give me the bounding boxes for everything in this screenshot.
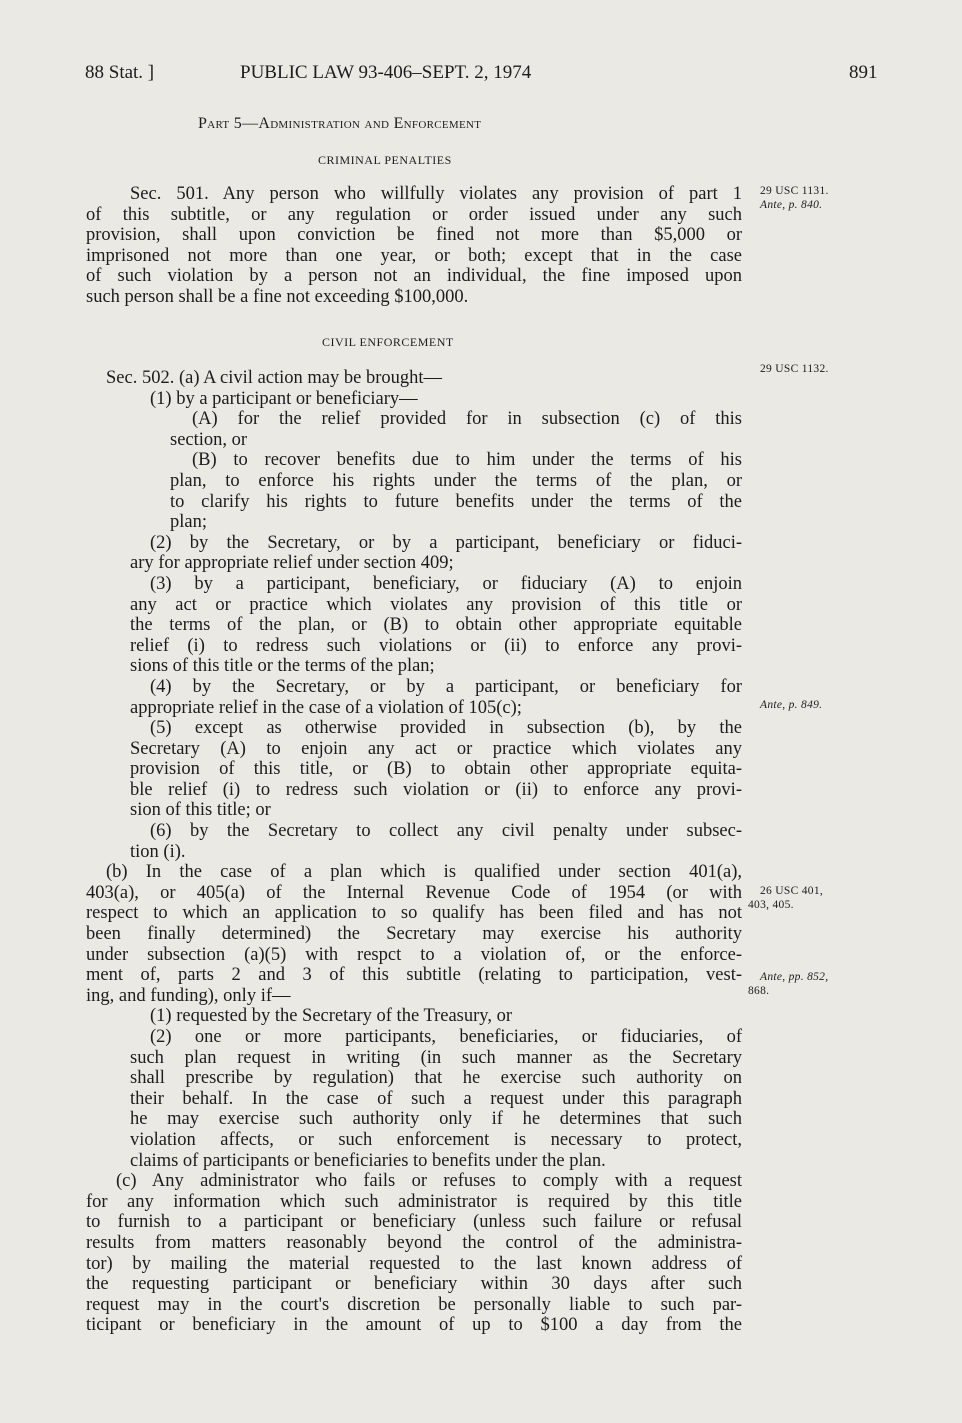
text-line: under subsection (a)(5) with respct to a violation of, or the enforce- — [86, 944, 742, 965]
text-line: 403(a), or 405(a) of the Internal Revenue Code of 1954 (or with — [86, 882, 742, 903]
text-line: (1) by a participant or beneficiary— — [150, 388, 418, 409]
text-line: claims of participants or beneficiaries to benefits under the plan. — [130, 1150, 606, 1171]
text-line: results from matters reasonably beyond the control of the administra- — [86, 1232, 742, 1253]
margin-note: 29 USC 1131. — [760, 185, 829, 197]
text-line: the requesting participant or beneficiary within 30 days after such — [86, 1274, 742, 1295]
text-line: ble relief (i) to redress such violation or (ii) to enforce any provi- — [130, 779, 742, 800]
text-line: section, or — [170, 429, 248, 450]
text-line: (5) except as otherwise provided in subsection (b), by the — [150, 718, 742, 739]
text-line: to furnish to a participant or beneficiary (unless such failure or refusal — [86, 1212, 742, 1233]
text-line: Sec. 501. Any person who willfully violates any provision of part 1 — [130, 184, 742, 204]
text-line: ary for appropriate relief under section 409; — [130, 553, 454, 574]
text-line: such plan request in writing (in such manner as the Secretary — [130, 1047, 742, 1068]
text-line: (b) In the case of a plan which is qualified under section 401(a), — [106, 862, 742, 883]
text-line: respect to which an application to so qualify has been filed and has not — [86, 903, 742, 924]
text-line: appropriate relief in the case of a violation of 105(c); — [130, 697, 522, 718]
text-line: of this subtitle, or any regulation or order issued under any such — [86, 204, 742, 225]
text-line: (A) for the relief provided for in subsection (c) of this — [192, 409, 742, 430]
text-line: relief (i) to redress such violations or (ii) to enforce any provi- — [130, 635, 742, 656]
text-line: (1) requested by the Secretary of the Treasury, or — [150, 1006, 513, 1027]
margin-note: 868. — [748, 985, 770, 997]
criminal-penalties-heading: CRIMINAL PENALTIES — [318, 153, 452, 167]
statute-citation: 88 Stat. ] — [85, 62, 155, 83]
text-line: tor) by mailing the material requested to the last known address of — [86, 1253, 742, 1274]
text-line: Sec. 502. (a) A civil action may be brought— — [106, 368, 443, 388]
text-line: sion of this title; or — [130, 800, 271, 821]
text-line: imprisoned not more than one year, or both; except that in the case — [86, 245, 742, 266]
margin-note: 26 USC 401, — [760, 885, 824, 897]
section-502-text — [86, 368, 742, 1336]
text-line: ticipant or beneficiary in the amount of up to $100 a day from the — [86, 1315, 742, 1336]
text-line: (2) one or more participants, beneficiaries, or fiduciaries, of — [150, 1027, 742, 1047]
part-title: Part 5—Administration and Enforcement — [198, 115, 482, 132]
text-line: Secretary (A) to enjoin any act or practice which violates any — [130, 738, 742, 759]
margin-note: 29 USC 1132. — [760, 363, 829, 375]
text-line: sions of this title or the terms of the plan; — [130, 656, 435, 677]
text-line: provision, shall upon conviction be fined not more than $5,000 or — [86, 225, 742, 246]
text-line: shall prescribe by regulation) that he exercise such authority on — [130, 1068, 742, 1089]
text-line: plan, to enforce his rights under the terms of the plan, or — [170, 470, 742, 491]
text-line: their behalf. In the case of such a request under this paragraph — [130, 1088, 742, 1109]
section-501-text — [86, 184, 742, 308]
margin-note: Ante, p. 849. — [760, 699, 823, 711]
margin-note: 403, 405. — [748, 899, 794, 911]
text-line: (B) to recover benefits due to him under the terms of his — [192, 450, 742, 471]
page-number: 891 — [849, 62, 878, 83]
text-line: (6) by the Secretary to collect any civil penalty under subsec- — [150, 821, 742, 842]
text-line: for any information which such administrator is required by this title — [86, 1191, 742, 1212]
text-line: any act or practice which violates any provision of this title or — [130, 594, 742, 615]
text-line: (c) Any administrator who fails or refuses to comply with a request — [116, 1171, 742, 1192]
text-line: ment of, parts 2 and 3 of this subtitle (relating to participation, vest- — [86, 965, 742, 986]
margin-note: Ante, p. 840. — [760, 199, 823, 211]
running-head: PUBLIC LAW 93-406–SEPT. 2, 1974 — [240, 62, 532, 83]
text-line: ing, and funding), only if— — [86, 985, 291, 1006]
text-line: to clarify his rights to future benefits under the terms of the — [170, 491, 742, 512]
text-line: (2) by the Secretary, or by a participant, beneficiary or fiduci- — [150, 532, 742, 553]
text-line: plan; — [170, 512, 207, 533]
text-line: been finally determined) the Secretary may exercise his authority — [86, 924, 742, 945]
civil-enforcement-heading: CIVIL ENFORCEMENT — [322, 335, 454, 349]
text-line: the terms of the plan, or (B) to obtain other appropriate equitable — [130, 615, 742, 636]
text-line: tion (i). — [130, 841, 186, 862]
text-line: provision of this title, or (B) to obtain other appropriate equita- — [130, 759, 742, 780]
text-line: violation affects, or such enforcement is necessary to protect, — [130, 1129, 742, 1150]
text-line: (4) by the Secretary, or by a participant, or beneficiary for — [150, 676, 742, 697]
text-line: of such violation by a person not an individual, the fine imposed upon — [86, 266, 742, 287]
margin-note: Ante, pp. 852, — [760, 971, 829, 983]
text-line: he may exercise such authority only if he determines that such — [130, 1109, 742, 1130]
text-line: (3) by a participant, beneficiary, or fiduciary (A) to enjoin — [150, 573, 742, 594]
text-line: request may in the court's discretion be personally liable to such par- — [86, 1294, 742, 1315]
text-line: such person shall be a fine not exceeding $100,000. — [86, 286, 469, 307]
